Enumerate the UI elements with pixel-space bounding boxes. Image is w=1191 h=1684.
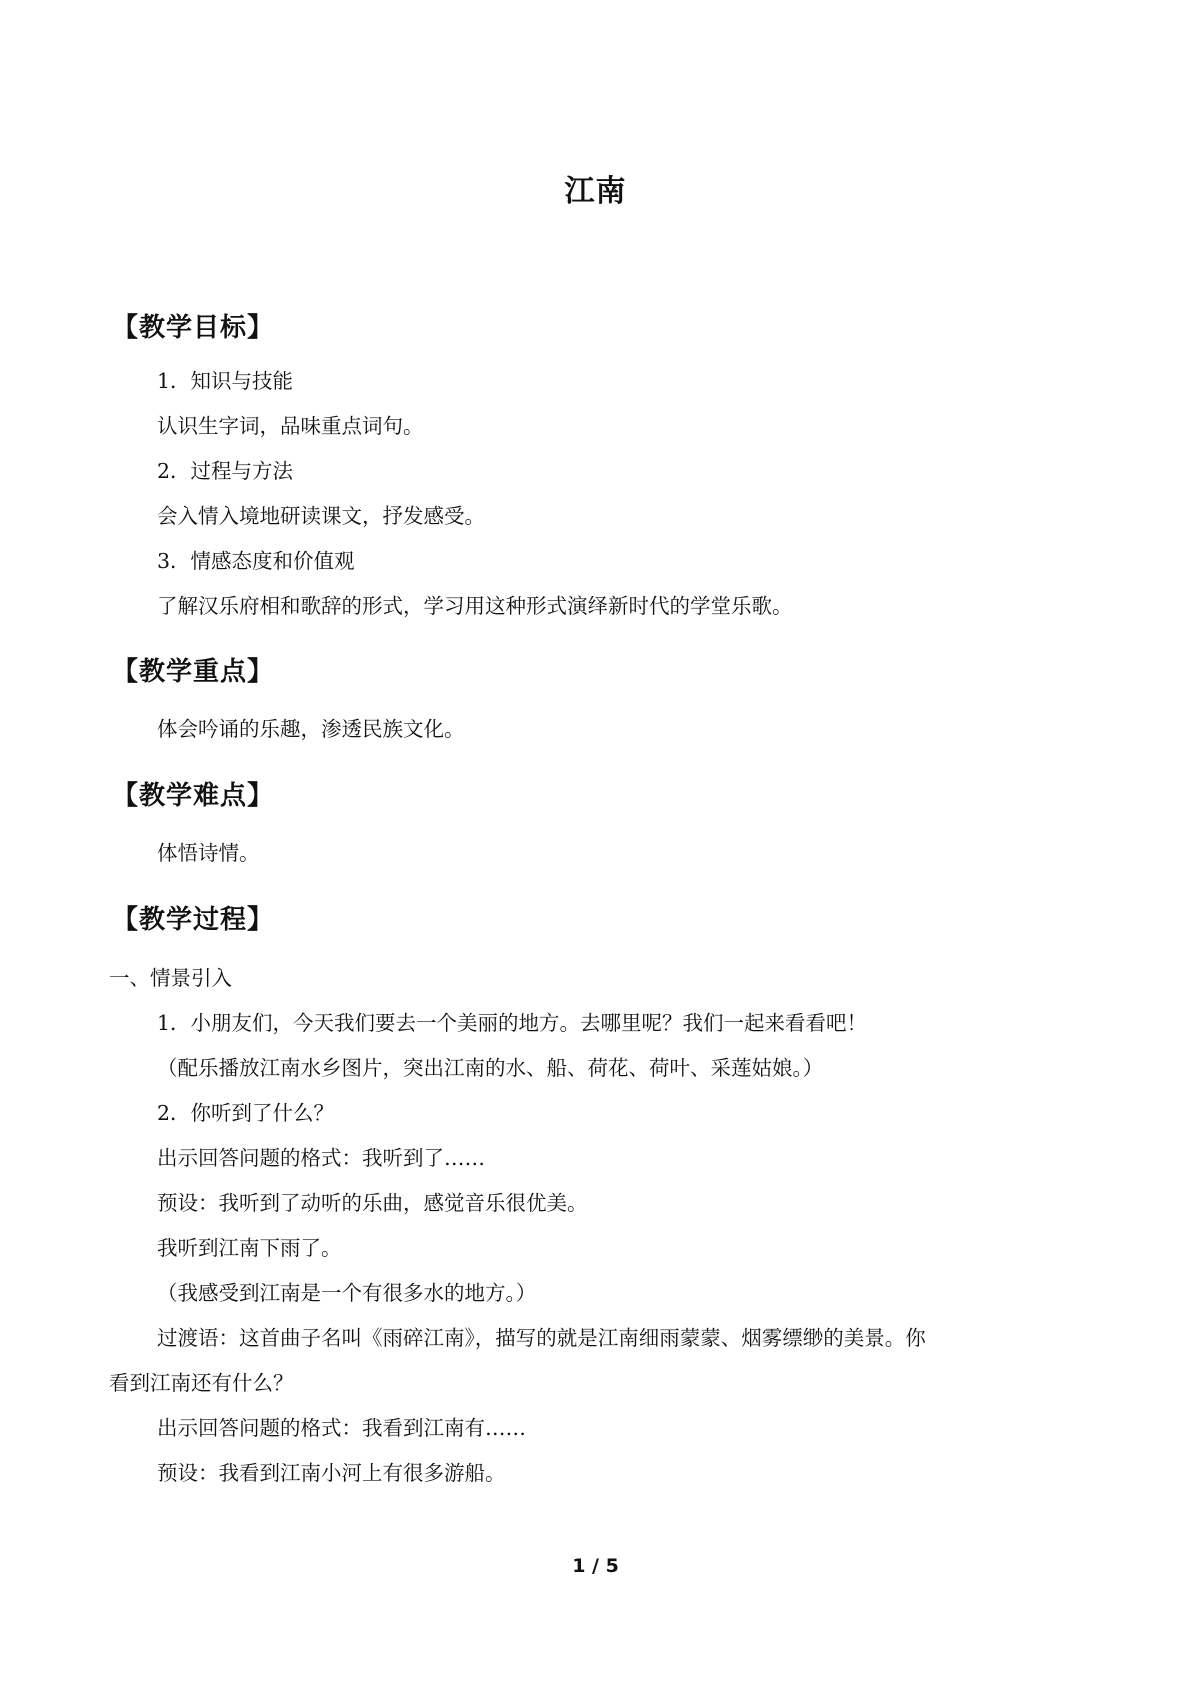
process-line: 出示回答问题的格式：我看到江南有…… [157,1416,526,1440]
section-heading-key-points: 【教学重点】 [112,657,275,687]
page-number: 1 / 5 [572,1555,619,1577]
objective-line: 1．知识与技能 [157,369,294,393]
process-line: 2．你听到了什么？ [157,1101,335,1125]
document-title: 江南 [564,174,627,209]
objective-line: 了解汉乐府相和歌辞的形式，学习用这种形式演绎新时代的学堂乐歌。 [157,594,793,618]
key-points-text: 体会吟诵的乐趣，渗透民族文化。 [157,717,465,741]
process-line: （我感受到江南是一个有很多水的地方。） [157,1281,537,1305]
objective-line: 2．过程与方法 [157,459,294,483]
section-heading-process: 【教学过程】 [112,905,275,935]
objective-line: 3．情感态度和价值观 [157,549,355,573]
section-heading-objectives: 【教学目标】 [112,313,275,343]
process-line: 过渡语：这首曲子名叫《雨碎江南》，描写的就是江南细雨蒙蒙、烟雾缥缈的美景。你 [157,1326,926,1350]
objective-line: 会入情入境地研读课文，抒发感受。 [157,504,485,528]
objective-line: 认识生字词，品味重点词句。 [157,414,424,438]
process-line: 出示回答问题的格式：我听到了…… [157,1146,485,1170]
process-line: 预设：我听到了动听的乐曲，感觉音乐很优美。 [157,1191,588,1215]
process-step-title: 一、情景引入 [109,966,232,990]
process-line: 1．小朋友们，今天我们要去一个美丽的地方。去哪里呢？我们一起来看看吧！ [157,1011,868,1035]
process-line: 我听到江南下雨了。 [157,1236,342,1260]
process-line: 预设：我看到江南小河上有很多游船。 [157,1461,506,1485]
process-line: （配乐播放江南水乡图片，突出江南的水、船、荷花、荷叶、采莲姑娘。） [157,1056,824,1080]
section-heading-difficulties: 【教学难点】 [112,781,275,811]
difficulties-text: 体悟诗情。 [157,841,260,865]
process-line: 看到江南还有什么？ [109,1371,294,1395]
